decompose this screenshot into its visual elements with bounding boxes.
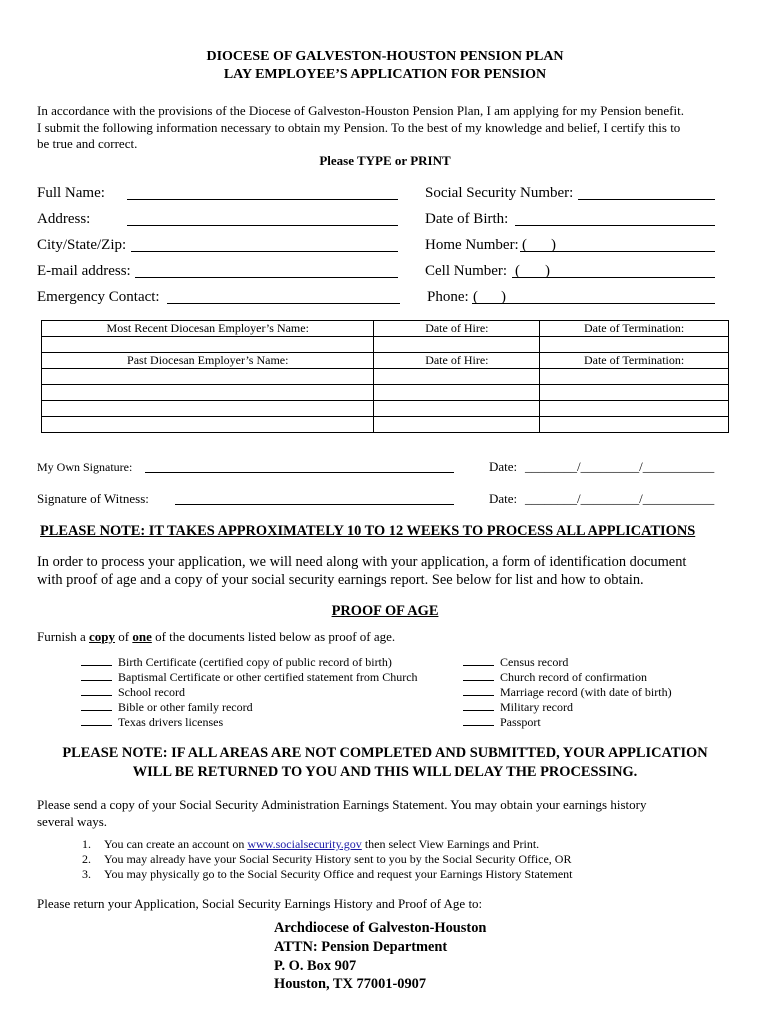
email-label: E-mail address: <box>37 263 131 279</box>
proof-item-checkbox[interactable] <box>463 654 494 666</box>
ss-statement-line-1: Please send a copy of your Social Security Administration Earnings Statement. You may obtain your earnings history <box>37 797 647 812</box>
proof-item-checkbox[interactable] <box>463 669 494 681</box>
ss-option-1-text-pre: You can create an account on <box>104 837 248 851</box>
return-address-line-3: P. O. Box 907 <box>274 958 357 974</box>
return-address-line-2: ATTN: Pension Department <box>274 939 448 955</box>
emergency-contact-label: Emergency Contact: <box>37 289 160 305</box>
dob-field[interactable] <box>515 225 715 226</box>
home-number-label: Home Number: <box>425 237 519 253</box>
proof-item <box>81 714 223 730</box>
proof-item <box>81 684 185 700</box>
witness-signature-field[interactable] <box>175 504 454 505</box>
witness-signature-label: Signature of Witness: <box>37 491 149 506</box>
proof-item <box>81 669 418 685</box>
proof-item-label: Baptismal Certificate or other certified statement from Church <box>118 670 418 684</box>
furnish-text-1: Furnish a <box>37 629 89 644</box>
phone-paren-close: ) <box>501 289 506 305</box>
proof-item-label: Birth Certificate (certified copy of public record of birth) <box>118 655 392 669</box>
proof-item <box>463 699 573 715</box>
proof-item-checkbox[interactable] <box>463 684 494 696</box>
type-or-print-instruction: Please TYPE or PRINT <box>319 153 451 168</box>
furnish-instruction <box>37 629 395 645</box>
home-number-field[interactable] <box>520 251 715 252</box>
recent-date-of-termination-header: Date of Termination: <box>540 321 729 337</box>
proof-item-checkbox[interactable] <box>81 669 112 681</box>
intro-line-1: In accordance with the provisions of the Diocese of Galveston-Houston Pension Plan, I am applying for my Pension benefit. <box>37 103 684 118</box>
proof-item-checkbox[interactable] <box>81 699 112 711</box>
past-date-of-termination-cell[interactable] <box>540 401 729 417</box>
incomplete-notice-line-2: WILL BE RETURNED TO YOU AND THIS WILL DELAY THE PROCESSING. <box>132 764 638 780</box>
email-field[interactable] <box>135 277 398 278</box>
past-date-of-hire-cell[interactable] <box>374 401 540 417</box>
own-signature-date-field[interactable]: ________/_________/___________ <box>525 459 715 474</box>
furnish-copy-emphasis: copy <box>89 629 115 644</box>
past-employer-row <box>42 417 729 433</box>
return-address-line-1: Archdiocese of Galveston-Houston <box>274 920 487 936</box>
ss-option-3: You may physically go to the Social Security Office and request your Earnings History Statement <box>104 867 573 881</box>
proof-item <box>81 699 253 715</box>
cell-number-paren-close: ) <box>545 263 550 279</box>
process-line-1: In order to process your application, we will need along with your application, a form of identification document <box>37 554 687 570</box>
recent-employer-name-header: Most Recent Diocesan Employer’s Name: <box>42 321 374 337</box>
own-signature-field[interactable] <box>145 472 454 473</box>
proof-item <box>81 654 392 670</box>
address-label: Address: <box>37 211 91 227</box>
form-subtitle: LAY EMPLOYEE’S APPLICATION FOR PENSION <box>223 67 547 82</box>
proof-of-age-heading: PROOF OF AGE <box>331 603 439 619</box>
proof-item-checkbox[interactable] <box>463 699 494 711</box>
past-employer-row <box>42 385 729 401</box>
past-employer-name-cell[interactable] <box>42 401 374 417</box>
past-date-of-termination-cell[interactable] <box>540 417 729 433</box>
proof-item-label: Military record <box>500 700 573 714</box>
proof-item <box>463 669 647 685</box>
past-date-of-termination-cell[interactable] <box>540 385 729 401</box>
home-number-paren-close: ) <box>551 237 556 253</box>
ss-statement-line-2: several ways. <box>37 814 108 829</box>
cell-number-label: Cell Number: <box>425 263 508 279</box>
ss-option-2: You may already have your Social Security History sent to you by the Social Security Office, OR <box>104 852 572 866</box>
proof-item-label: Church record of confirmation <box>500 670 647 684</box>
cell-number-field[interactable] <box>512 277 715 278</box>
proof-item-label: Bible or other family record <box>118 700 253 714</box>
recent-employer-row <box>42 337 729 353</box>
emergency-contact-field[interactable] <box>167 303 400 304</box>
proof-item <box>463 654 568 670</box>
return-address-line-4: Houston, TX 77001-0907 <box>274 976 427 992</box>
recent-employer-header-row <box>42 321 729 337</box>
ss-option-1 <box>104 837 539 852</box>
proof-item <box>463 684 672 700</box>
past-date-of-termination-header: Date of Termination: <box>540 353 729 369</box>
furnish-one-emphasis: one <box>132 629 152 644</box>
past-date-of-hire-header: Date of Hire: <box>374 353 540 369</box>
proof-item-label: Texas drivers licenses <box>118 715 224 729</box>
past-date-of-hire-cell[interactable] <box>374 417 540 433</box>
own-signature-date-label: Date: <box>489 459 518 474</box>
dob-label: Date of Birth: <box>425 211 509 227</box>
ss-option-2-number: 2. <box>82 852 91 866</box>
ss-option-1-text-post: then select View Earnings and Print. <box>361 837 540 851</box>
proof-item-label: Census record <box>500 655 569 669</box>
full-name-field[interactable] <box>127 199 398 200</box>
form-title: DIOCESE OF GALVESTON-HOUSTON PENSION PLAN <box>206 49 564 64</box>
past-employer-name-header: Past Diocesan Employer’s Name: <box>42 353 374 369</box>
proof-item-checkbox[interactable] <box>81 714 112 726</box>
city-state-zip-field[interactable] <box>131 251 398 252</box>
phone-field[interactable] <box>472 303 715 304</box>
past-employer-name-cell[interactable] <box>42 369 374 385</box>
past-employer-name-cell[interactable] <box>42 417 374 433</box>
address-field[interactable] <box>127 225 398 226</box>
recent-date-of-hire-cell[interactable] <box>374 337 540 353</box>
ssn-field[interactable] <box>578 199 715 200</box>
proof-item-checkbox[interactable] <box>463 714 494 726</box>
intro-line-2: I submit the following information necessary to obtain my Pension. To the best of my knowledge and belief, I certify this to <box>37 120 681 135</box>
witness-date-label: Date: <box>489 491 518 506</box>
ssn-label: Social Security Number: <box>425 185 574 201</box>
recent-date-of-hire-header: Date of Hire: <box>374 321 540 337</box>
past-employer-row <box>42 401 729 417</box>
phone-label: Phone: <box>427 289 469 305</box>
process-line-2: with proof of age and a copy of your social security earnings report. See below for list and how to obtain. <box>37 572 644 588</box>
city-state-zip-label: City/State/Zip: <box>37 237 127 253</box>
full-name-label: Full Name: <box>37 185 105 201</box>
past-employer-header-row <box>42 353 729 369</box>
socialsecurity-link[interactable]: www.socialsecurity.gov <box>247 837 362 851</box>
past-date-of-hire-cell[interactable] <box>374 385 540 401</box>
recent-date-of-termination-cell[interactable] <box>540 337 729 353</box>
furnish-text-2: of <box>115 629 133 644</box>
intro-line-3: be true and correct. <box>37 136 138 151</box>
recent-employer-name-cell[interactable] <box>42 337 374 353</box>
processing-time-notice: PLEASE NOTE: IT TAKES APPROXIMATELY 10 TO 12 WEEKS TO PROCESS ALL APPLICATIONS <box>40 523 696 539</box>
proof-item-checkbox[interactable] <box>81 684 112 696</box>
ss-option-3-number: 3. <box>82 867 91 881</box>
proof-item-label: School record <box>118 685 185 699</box>
furnish-text-3: of the documents listed below as proof of age. <box>151 629 396 644</box>
cell-number-paren-open: ( <box>515 263 520 279</box>
return-instruction: Please return your Application, Social Security Earnings History and Proof of Age to: <box>37 896 483 911</box>
past-date-of-termination-cell[interactable] <box>540 369 729 385</box>
home-number-paren-open: ( <box>522 237 527 253</box>
ss-option-1-number: 1. <box>82 837 91 851</box>
proof-item <box>463 714 541 730</box>
proof-item-checkbox[interactable] <box>81 654 112 666</box>
proof-item-label: Marriage record (with date of birth) <box>500 685 672 699</box>
own-signature-label: My Own Signature: <box>37 460 133 474</box>
employer-history-table <box>41 320 729 433</box>
incomplete-notice-line-1: PLEASE NOTE: IF ALL AREAS ARE NOT COMPLETED AND SUBMITTED, YOUR APPLICATION <box>62 745 708 761</box>
proof-item-label: Passport <box>500 715 541 729</box>
phone-paren-open: ( <box>473 289 478 305</box>
witness-date-field[interactable]: ________/_________/___________ <box>525 491 715 506</box>
past-employer-name-cell[interactable] <box>42 385 374 401</box>
past-date-of-hire-cell[interactable] <box>374 369 540 385</box>
past-employer-row <box>42 369 729 385</box>
